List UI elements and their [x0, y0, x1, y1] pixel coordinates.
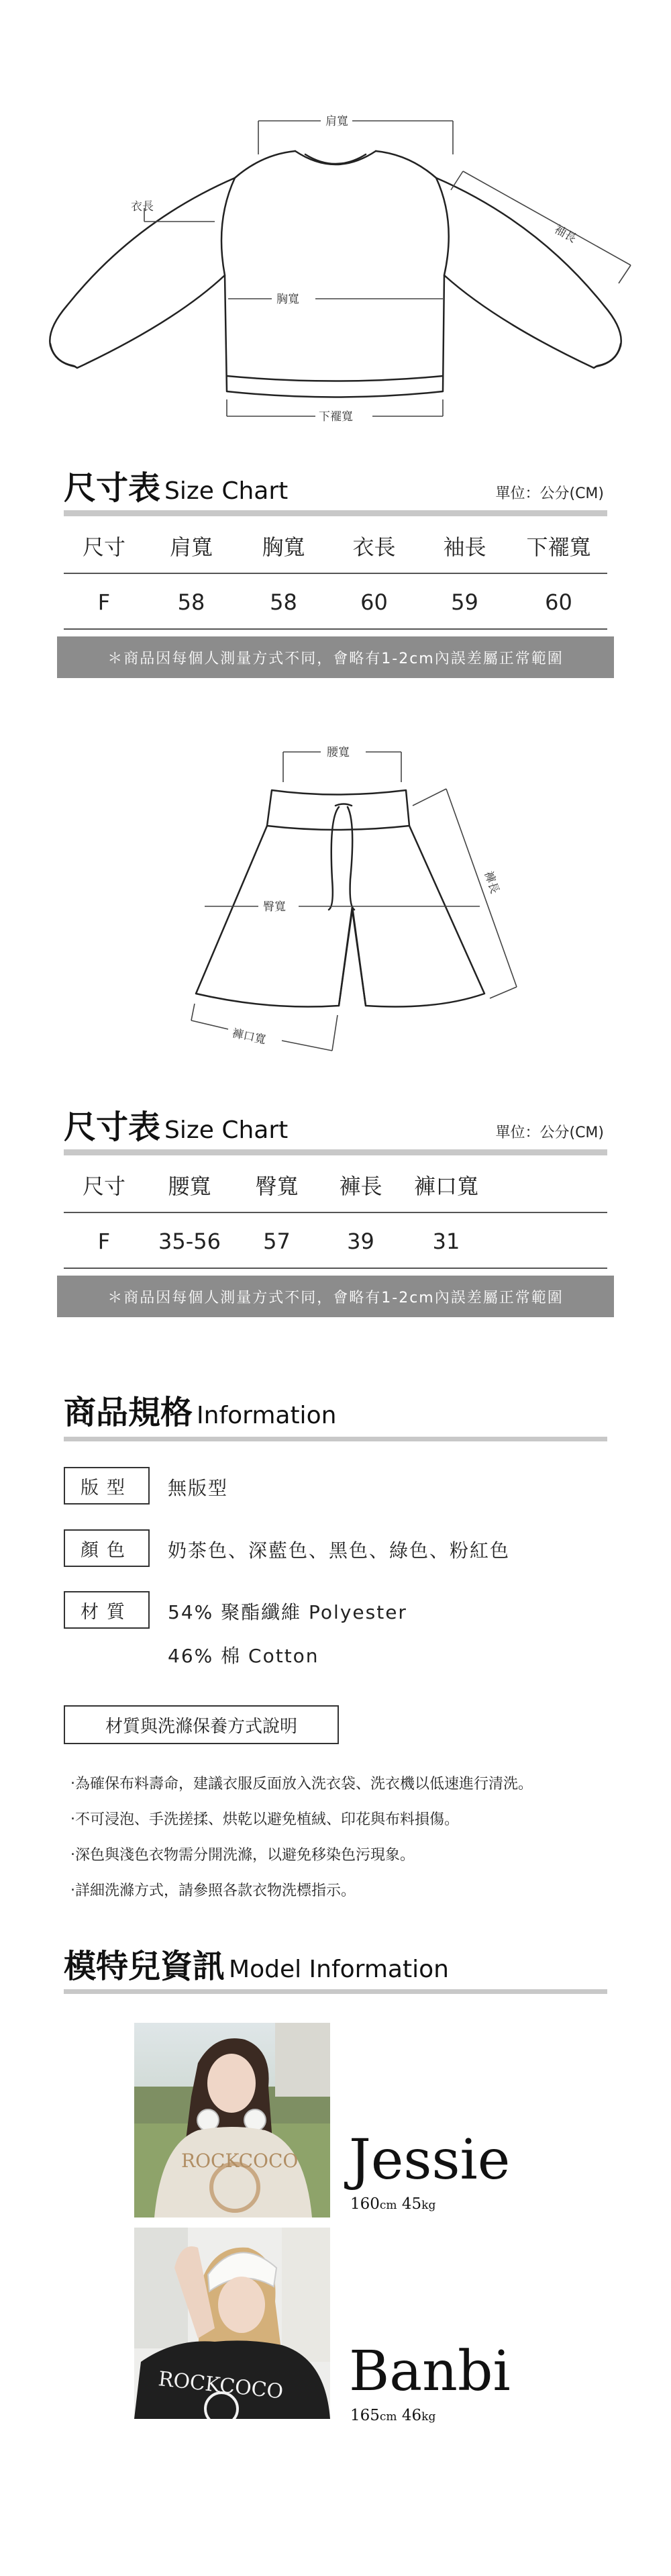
cell: F	[97, 1229, 111, 1254]
model-height-unit: cm	[379, 2199, 397, 2212]
divider	[64, 1149, 607, 1155]
color-label: 顏色	[64, 1529, 150, 1567]
title-en: Model Information	[229, 1956, 449, 1983]
color-value: 奶茶色、深藍色、黑色、綠色、粉紅色	[168, 1539, 511, 1562]
material-1: 54% 聚酯纖維 Polyester	[168, 1601, 407, 1623]
model-weight-unit: kg	[421, 2199, 436, 2212]
model-measurements	[350, 2195, 435, 2213]
model-measurements	[350, 2407, 435, 2424]
header-cell: 胸寬	[262, 534, 305, 560]
label-length: 衣長	[131, 200, 154, 213]
care-item: ‧深色與淺色衣物需分開洗滌，以避免移染色污現象。	[70, 1847, 415, 1864]
header-cell: 袖長	[443, 534, 486, 560]
label-waist: 腰寬	[327, 746, 350, 759]
cell: 57	[263, 1229, 291, 1254]
header-cell: 尺寸	[82, 1174, 125, 1199]
header-cell: 衣長	[352, 534, 396, 560]
label-hip: 臀寬	[263, 900, 286, 914]
divider	[64, 628, 607, 630]
label-pants-hem: 褲口寬	[230, 1027, 268, 1047]
title-cn: 商品規格	[64, 1394, 193, 1431]
size-chart-2-header	[64, 1161, 607, 1208]
label-hem: 下襬寬	[319, 410, 353, 424]
cell: 59	[451, 589, 478, 615]
header-cell: 褲長	[339, 1174, 382, 1199]
fit-value: 無版型	[168, 1477, 229, 1499]
material-2: 46% 棉 Cotton	[168, 1645, 319, 1667]
model-name: Jessie	[349, 2128, 511, 2192]
cell: 60	[360, 589, 388, 615]
sweatshirt-diagram	[0, 0, 671, 430]
divider	[64, 573, 607, 574]
size-chart-1-header	[64, 522, 607, 569]
size-chart-2-row	[64, 1218, 607, 1265]
model-weight: 46	[401, 2407, 422, 2424]
label-chest: 胸寬	[276, 293, 299, 306]
size-chart-2-unit: 單位：公分(CM)	[495, 1125, 604, 1141]
model-weight-unit: kg	[421, 2410, 436, 2424]
cell: 60	[545, 589, 572, 615]
material-label: 材質	[64, 1591, 150, 1629]
divider	[64, 1989, 607, 1994]
fit-label: 版型	[64, 1467, 150, 1505]
cell: F	[97, 589, 111, 615]
size-chart-1-title	[64, 462, 288, 508]
info-title	[64, 1386, 336, 1433]
label-shoulder: 肩寬	[325, 115, 348, 128]
size-chart-1-row	[64, 579, 607, 626]
title-en: Information	[197, 1402, 337, 1429]
header-cell: 腰寬	[168, 1174, 211, 1199]
cell: 39	[347, 1229, 374, 1254]
title-cn: 尺寸表	[64, 1108, 161, 1146]
divider	[64, 510, 607, 516]
cell: 58	[270, 589, 297, 615]
cell: 31	[432, 1229, 460, 1254]
model-name: Banbi	[349, 2340, 511, 2403]
model-title	[64, 1940, 449, 1987]
divider	[64, 1437, 607, 1441]
model-photo-banbi	[134, 2228, 330, 2419]
header-cell: 肩寬	[169, 534, 213, 560]
care-item: ‧不可浸泡、手洗搓揉、烘乾以避免植絨、印花與布料損傷。	[70, 1811, 459, 1828]
title-cn: 模特兒資訊	[64, 1948, 225, 1985]
shirt-text: ROCKCOCO	[157, 2367, 285, 2404]
divider	[64, 1268, 607, 1269]
model-height: 160	[350, 2195, 380, 2213]
header-cell: 臀寬	[255, 1174, 299, 1199]
header-cell: 尺寸	[82, 534, 125, 560]
model-weight: 45	[401, 2195, 422, 2213]
model-photo-jessie	[134, 2023, 330, 2217]
shorts-diagram	[0, 705, 671, 1108]
size-chart-2-title	[64, 1101, 288, 1147]
title-en: Size Chart	[164, 477, 289, 505]
care-title: 材質與洗滌保養方式說明	[64, 1705, 339, 1744]
care-item: ‧為確保布料壽命，建議衣服反面放入洗衣袋、洗衣機以低速進行清洗。	[70, 1776, 533, 1793]
title-en: Size Chart	[164, 1116, 289, 1144]
size-chart-1-unit: 單位：公分(CM)	[495, 485, 604, 502]
label-pants-length: 褲長	[481, 869, 502, 896]
size-chart-1-note: ＊商品因每個人測量方式不同，會略有1-2cm內誤差屬正常範圍	[57, 636, 614, 678]
care-item: ‧詳細洗滌方式，請參照各款衣物洗標指示。	[70, 1882, 356, 1899]
model-height-unit: cm	[379, 2410, 397, 2424]
cell: 35-56	[158, 1229, 221, 1254]
header-cell: 褲口寬	[413, 1174, 478, 1199]
label-sleeve: 袖長	[552, 222, 579, 246]
model-height: 165	[350, 2407, 380, 2424]
cell: 58	[177, 589, 205, 615]
size-chart-2-note: ＊商品因每個人測量方式不同，會略有1-2cm內誤差屬正常範圍	[57, 1276, 614, 1317]
title-cn: 尺寸表	[64, 469, 161, 507]
header-cell: 下襬寬	[526, 534, 591, 560]
shirt-text: ROCKCOCO	[181, 2150, 299, 2172]
divider	[64, 1212, 607, 1213]
